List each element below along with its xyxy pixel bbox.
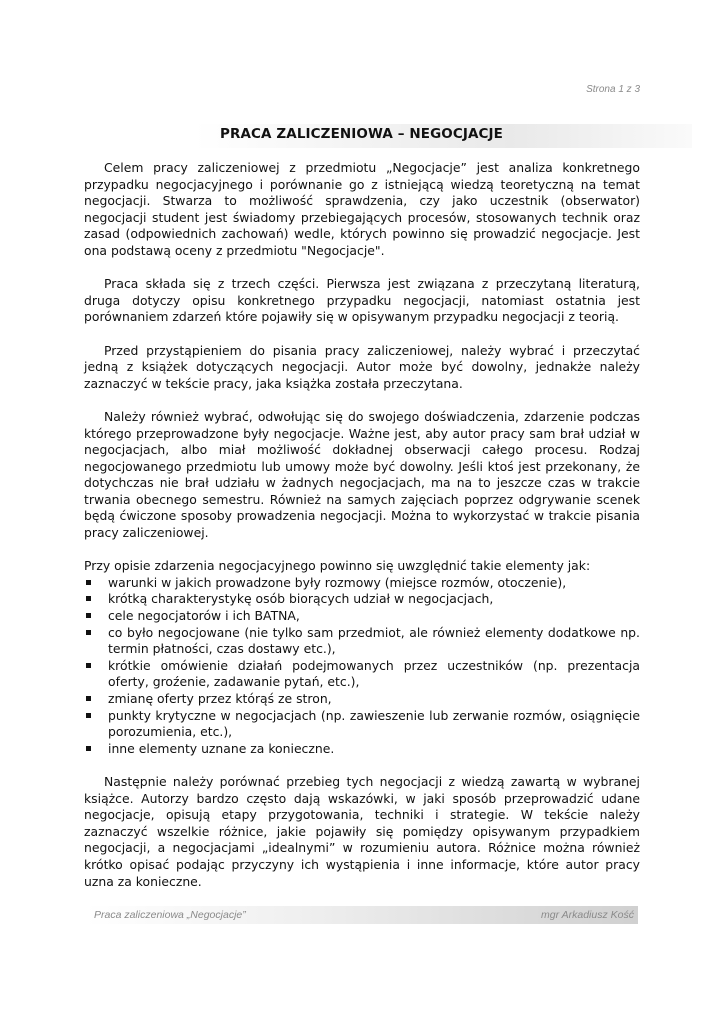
square-bullet-icon <box>86 696 91 701</box>
list-item: co było negocjowane (nie tylko sam przedmiot, ale również elementy dodatkowe np. termin płatności, czas dostawy etc.), <box>84 625 640 658</box>
list-item: zmianę oferty przez którąś ze stron, <box>84 691 640 708</box>
list-item: inne elementy uznane za konieczne. <box>84 741 640 758</box>
list-item: krótkie omówienie działań podejmowanych przez uczestników (np. prezentacja oferty, groźenie, zadawanie pytań, etc.), <box>84 658 640 691</box>
document-body <box>84 160 640 907</box>
list-item: warunki w jakich prowadzone były rozmowy (miejsce rozmów, otoczenie), <box>84 575 640 592</box>
square-bullet-icon <box>86 596 91 601</box>
square-bullet-icon <box>86 580 91 585</box>
page-number: Strona 1 z 3 <box>586 84 640 95</box>
square-bullet-icon <box>86 746 91 751</box>
paragraph-book: Przed przystąpieniem do pisania pracy zaliczeniowej, należy wybrać i przeczytać jedną z książek dotyczących negocjacji. Autor może być dowolny, jednakże należy zaznaczyć w tekście pracy, jaka książka została przeczytana. <box>84 342 640 391</box>
list-item: cele negocjatorów i ich BATNA, <box>84 608 640 625</box>
square-bullet-icon <box>86 713 91 718</box>
list-item: punkty krytyczne w negocjacjach (np. zawieszenie lub zerwanie rozmów, osiągnięcie porozumienia, etc.), <box>84 708 640 741</box>
list-intro: Przy opisie zdarzenia negocjacyjnego powinno się uwzględnić takie elementy jak: <box>84 558 591 574</box>
square-bullet-icon <box>86 630 91 635</box>
paragraph-comparison: Następnie należy porównać przebieg tych negocjacji z wiedzą zawartą w wybranej książce. Autorzy bardzo często dają wskazówki, w jaki sposób przeprowadzić udane negocjacje, opisują etapy przygotowania, techniki i strategie. W tekście należy zaznaczyć wszelkie różnice, jakie pojawiły się pomiędzy opisywanym przypadkiem negocjacji, a negocjacjami „idealnymi” w rozumieniu autora. Różnice można również krótko opisać podając przyczyny ich wystąpienia i inne informacje, które autor pracy uzna za konieczne. <box>84 773 640 889</box>
paragraph-purpose: Celem pracy zaliczeniowej z przedmiotu „Negocjacje” jest analiza konkretnego przypadku negocjacyjnego i porównanie go z istniejącą wiedzą teoretyczną na temat negocjacji. Stwarza to możliwość sprawdzenia, czy jako uczestnik (obserwator) negocjacji student jest świadomy przebiegających procesów, stosowanych technik oraz zasad (odpowiednich zachowań) wedle, których powinno się prowadzić negocjacje. Jest ona podstawą oceny z przedmiotu "Negocjacje". <box>84 160 640 258</box>
footer-course-title: Praca zaliczeniowa „Negocjacje” <box>94 909 246 921</box>
list-item: krótką charakterystykę osób biorących udział w negocjacjach, <box>84 591 640 608</box>
square-bullet-icon <box>86 613 91 618</box>
square-bullet-icon <box>86 663 91 668</box>
footer-author: mgr Arkadiusz Kość <box>541 909 634 921</box>
paragraph-structure: Praca składa się z trzech części. Pierwsza jest związana z przeczytaną literaturą, druga dotyczy opisu konkretnego przypadku negocjacji, natomiast ostatnia jest porównaniem zdarzeń które pojawiły się w opisywanym przypadku negocjacji z teorią. <box>84 276 640 325</box>
document-title: PRACA ZALICZENIOWA – NEGOCJACJE <box>220 126 503 142</box>
elements-list <box>84 575 640 758</box>
paragraph-event: Należy również wybrać, odwołując się do swojego doświadczenia, zdarzenie podczas którego przeprowadzone były negocjacje. Ważne jest, aby autor pracy sam brał udział w negocjacjach, albo miał możliwość dokładnej obserwacji całego procesu. Rodzaj negocjowanego przedmiotu lub umowy może być dowolny. Jeśli ktoś jest przekonany, że dotychczas nie brał udziału w żadnych negocjacjach, ma na to jeszcze czas w trakcie trwania obecnego semestru. Również na samych zajęciach poprzez odgrywanie scenek będą ćwiczone sposoby prowadzenia negocjacji. Można to wykorzystać w trakcie pisania pracy zaliczeniowej. <box>84 408 640 541</box>
